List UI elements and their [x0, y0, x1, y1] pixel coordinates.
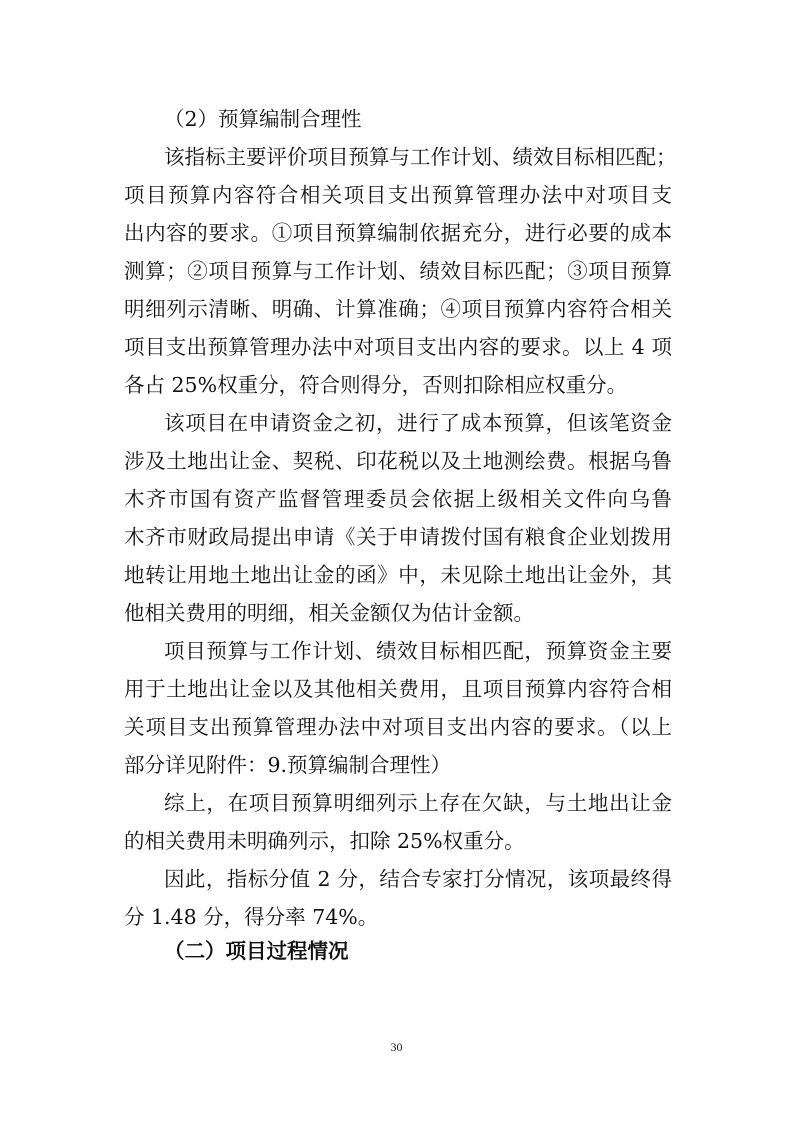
paragraph-line: 因此，指标分值 2 分，结合专家打分情况，该项最终得: [164, 867, 672, 891]
paragraph-line: 该指标主要评价项目预算与工作计划、绩效目标相匹配；: [164, 145, 677, 169]
paragraph-line: 木齐市财政局提出申请《关于申请拨付国有粮食企业划拨用: [124, 525, 672, 549]
paragraph-line: 明细列示清晰、明确、计算准确；④项目预算内容符合相关: [124, 297, 672, 321]
paragraph-line: 的相关费用未明确列示，扣除 25%权重分。: [124, 829, 525, 853]
paragraph-line: 分 1.48 分，得分率 74%。: [124, 905, 379, 929]
paragraph-line: 项目预算内容符合相关项目支出预算管理办法中对项目支: [124, 183, 672, 207]
paragraph-line: 地转让用地土地出让金的函》中，未见除土地出让金外，其: [124, 563, 672, 587]
paragraph-line: 该项目在申请资金之初，进行了成本预算，但该笔资金: [164, 411, 672, 435]
paragraph-line: 用于土地出让金以及其他相关费用，且项目预算内容符合相: [124, 677, 672, 701]
paragraph-line: 关项目支出预算管理办法中对项目支出内容的要求。（以上: [124, 715, 672, 739]
paragraph-line: 部分详见附件：9.预算编制合理性）: [124, 753, 452, 777]
section-heading-project-process: （二）项目过程情况: [164, 939, 349, 963]
paragraph-line: 出内容的要求。①项目预算编制依据充分，进行必要的成本: [124, 221, 672, 245]
paragraph-line: 各占 25%权重分，符合则得分，否则扣除相应权重分。: [124, 373, 628, 397]
paragraph-line: 项目支出预算管理办法中对项目支出内容的要求。以上 4 项: [124, 335, 672, 359]
paragraph-line: 涉及土地出让金、契税、印花税以及土地测绘费。根据乌鲁: [124, 449, 672, 473]
paragraph-line: 木齐市国有资产监督管理委员会依据上级相关文件向乌鲁: [124, 487, 672, 511]
subheading-budget-rationality: （2）预算编制合理性: [164, 107, 362, 131]
paragraph-line: 项目预算与工作计划、绩效目标相匹配，预算资金主要: [164, 639, 672, 663]
page-number: 30: [390, 1040, 403, 1054]
paragraph-line: 综上，在项目预算明细列示上存在欠缺，与土地出让金: [164, 791, 672, 815]
paragraph-line: 他相关费用的明细，相关金额仅为估计金额。: [124, 601, 534, 625]
paragraph-line: 测算；②项目预算与工作计划、绩效目标匹配；③项目预算: [124, 259, 672, 283]
